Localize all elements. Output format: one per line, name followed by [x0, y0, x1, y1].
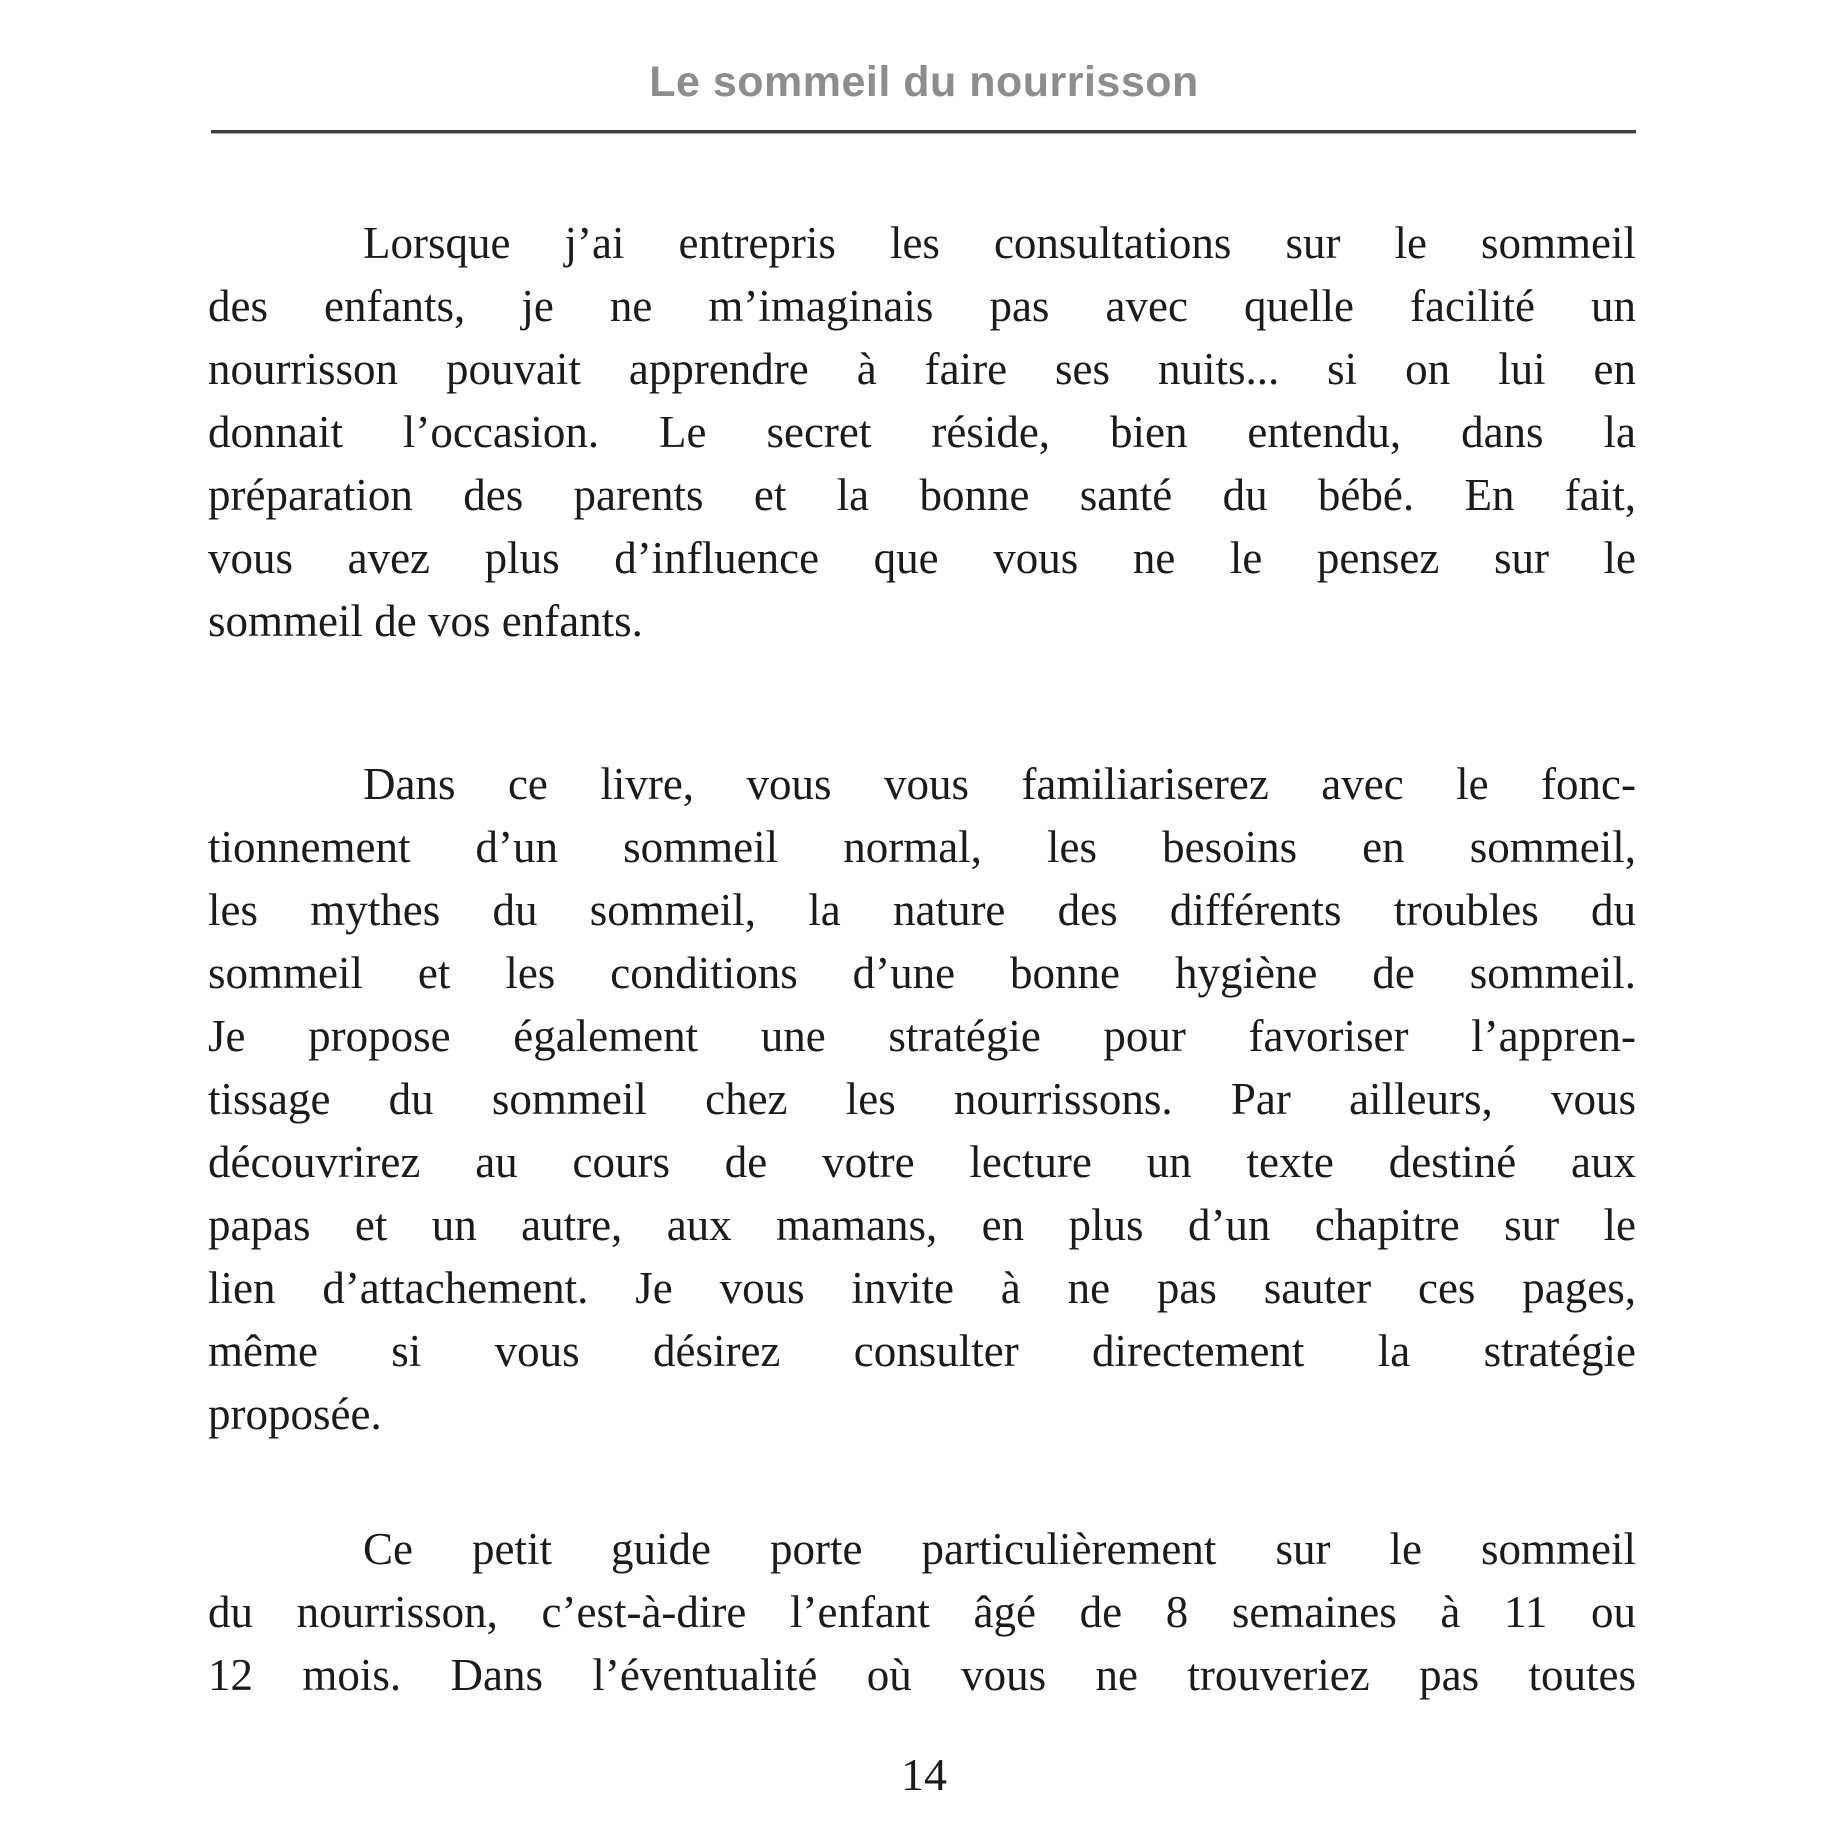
- text-line: tionnement d’un sommeil normal, les besoins en sommeil,: [208, 822, 1636, 872]
- text-line: sommeil de vos enfants.: [208, 596, 643, 646]
- text-line: les mythes du sommeil, la nature des différents troubles du: [208, 885, 1636, 935]
- running-header-title: Le sommeil du nourrisson: [649, 58, 1199, 106]
- text-line: Lorsque j’ai entrepris les consultations sur le sommeil: [363, 218, 1636, 268]
- text-line: papas et un autre, aux mamans, en plus d’un chapitre sur le: [208, 1200, 1636, 1250]
- text-line: sommeil et les conditions d’une bonne hygiène de sommeil.: [208, 948, 1636, 998]
- text-line: des enfants, je ne m’imaginais pas avec quelle facilité un: [208, 281, 1636, 331]
- text-line: donnait l’occasion. Le secret réside, bien entendu, dans la: [208, 407, 1636, 457]
- paragraph: [208, 753, 1636, 1446]
- text-line: découvrirez au cours de votre lecture un texte destiné aux: [208, 1137, 1636, 1187]
- text-line: Dans ce livre, vous vous familiariserez avec le fonc-: [363, 759, 1636, 809]
- header-rule: [211, 130, 1636, 134]
- page-number: 14: [901, 1749, 947, 1800]
- text-line: vous avez plus d’influence que vous ne le pensez sur le: [208, 533, 1636, 583]
- text-line: du nourrisson, c’est-à-dire l’enfant âgé de 8 semaines à 11 ou: [208, 1587, 1636, 1637]
- text-line: même si vous désirez consulter directement la stratégie: [208, 1326, 1636, 1376]
- text-line: Je propose également une stratégie pour favoriser l’appren-: [208, 1011, 1636, 1061]
- text-line: proposée.: [208, 1389, 382, 1439]
- text-line: 12 mois. Dans l’éventualité où vous ne trouveriez pas toutes: [208, 1650, 1636, 1700]
- paragraph: [208, 1518, 1636, 1707]
- text-line: nourrisson pouvait apprendre à faire ses nuits... si on lui en: [208, 344, 1636, 394]
- text-line: tissage du sommeil chez les nourrissons. Par ailleurs, vous: [208, 1074, 1636, 1124]
- text-line: lien d’attachement. Je vous invite à ne pas sauter ces pages,: [208, 1263, 1636, 1313]
- text-line: préparation des parents et la bonne santé du bébé. En fait,: [208, 470, 1636, 520]
- page-body: [208, 212, 1636, 1707]
- text-line: Ce petit guide porte particulièrement sur le sommeil: [363, 1524, 1636, 1574]
- paragraph: [208, 212, 1636, 653]
